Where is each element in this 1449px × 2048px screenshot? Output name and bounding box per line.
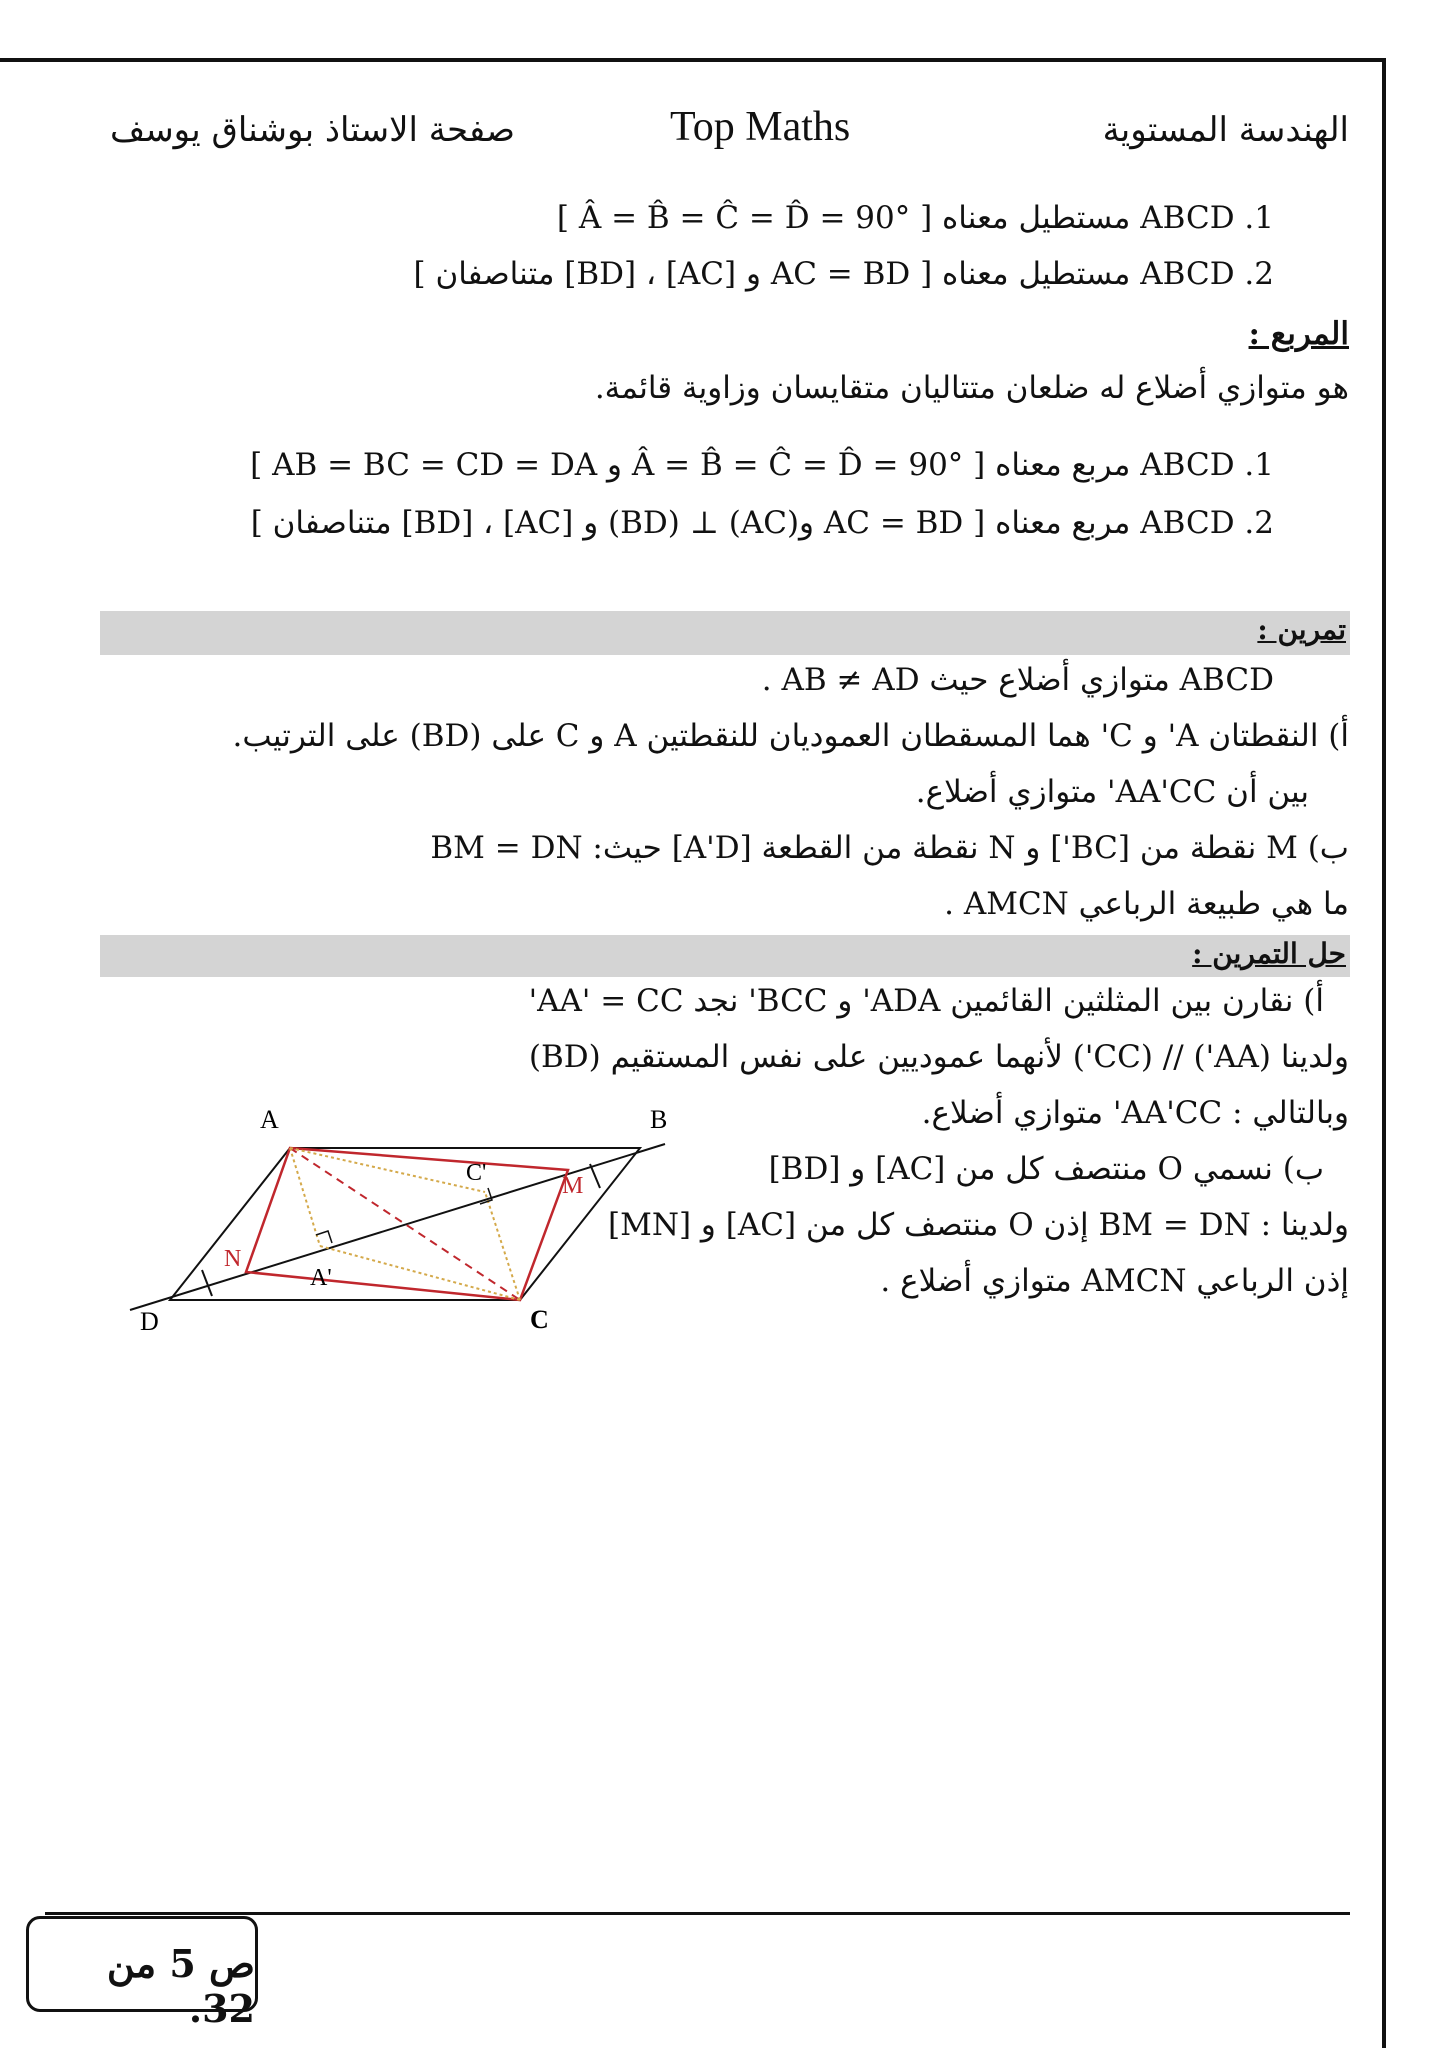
solution-line-5: ولدينا : BM = DN إذن O منتصف كل من [AC] و [MN] — [607, 1207, 1349, 1243]
tick-dn — [202, 1270, 212, 1296]
label-c: C — [530, 1305, 549, 1334]
label-m: M — [562, 1173, 584, 1199]
exercise-line-2: أ) النقطتان A' و C' هما المسقطان العموديان للنقطتين A و C على (BD) على الترتيب. — [232, 718, 1349, 754]
header-title: Top Maths — [670, 104, 851, 150]
diagonal-bd — [130, 1144, 665, 1310]
exercise-line-4: ب) M نقطة من [BC'] و N نقطة من القطعة [A'D] حيث: BM = DN — [430, 830, 1349, 866]
exercise-line-5: ما هي طبيعة الرباعي AMCN . — [944, 886, 1349, 922]
label-b: B — [650, 1105, 668, 1134]
header-author: صفحة الاستاذ بوشناق يوسف — [110, 110, 515, 150]
exercise-heading: تمرين : — [1257, 613, 1346, 646]
segment-a1c — [320, 1246, 520, 1300]
rectangle-prop-1: ABCD .1 مستطيل معناه [ Â = B̂ = Ĉ = D̂ = 90° ] — [556, 200, 1274, 236]
solution-line-3: وبالتالي : AA'CC' متوازي أضلاع. — [921, 1095, 1349, 1131]
exercise-line-3: بين أن AA'CC' متوازي أضلاع. — [915, 774, 1309, 810]
solution-heading: حل التمرين : — [1192, 937, 1346, 970]
exercise-band — [100, 611, 1350, 655]
page-number-box — [26, 1916, 258, 2031]
projection-cc1 — [485, 1192, 520, 1300]
footer-rule — [45, 1912, 1350, 1915]
page-number: ص 5 من 32. — [106, 1941, 255, 2031]
label-c-prime: C' — [466, 1160, 487, 1186]
label-d: D — [140, 1307, 159, 1336]
header-subject: الهندسة المستوية — [1102, 110, 1349, 150]
solution-line-2: ولدينا (AA') // (CC') لأنهما عموديين على نفس المستقيم (BD) — [528, 1039, 1349, 1075]
rectangle-prop-2: ABCD .2 مستطيل معناه [ AC = BD و [AC] ، [BD] متناصفان ] — [413, 256, 1274, 292]
square-prop-2: ABCD .2 مربع معناه [ AC = BD و(AC) ⊥ (BD) و [AC] ، [BD] متناصفان ] — [250, 505, 1274, 541]
projection-aa1 — [290, 1148, 320, 1246]
label-a-prime: A' — [310, 1265, 332, 1291]
label-n: N — [224, 1246, 242, 1272]
solution-band — [100, 935, 1350, 977]
square-definition: هو متوازي أضلاع له ضلعان متتاليان متقايسان وزاوية قائمة. — [594, 370, 1349, 406]
label-a: A — [260, 1105, 279, 1134]
solution-line-4: ب) نسمي O منتصف كل من [AC] و [BD] — [768, 1151, 1324, 1187]
solution-line-1: أ) نقارن بين المثلثين القائمين ADA' و BCC' نجد AA' = CC' — [528, 983, 1324, 1019]
tick-bm — [590, 1164, 600, 1188]
square-prop-1: ABCD .1 مربع معناه [ Â = B̂ = Ĉ = D̂ = 90° و AB = BC = CD = DA ] — [250, 447, 1274, 483]
parallelogram-figure — [0, 1080, 700, 1350]
exercise-line-1: ABCD متوازي أضلاع حيث AB ≠ AD . — [761, 662, 1274, 698]
solution-line-6: إذن الرباعي AMCN متوازي أضلاع . — [880, 1263, 1349, 1299]
square-heading: المربع : — [1248, 316, 1349, 352]
